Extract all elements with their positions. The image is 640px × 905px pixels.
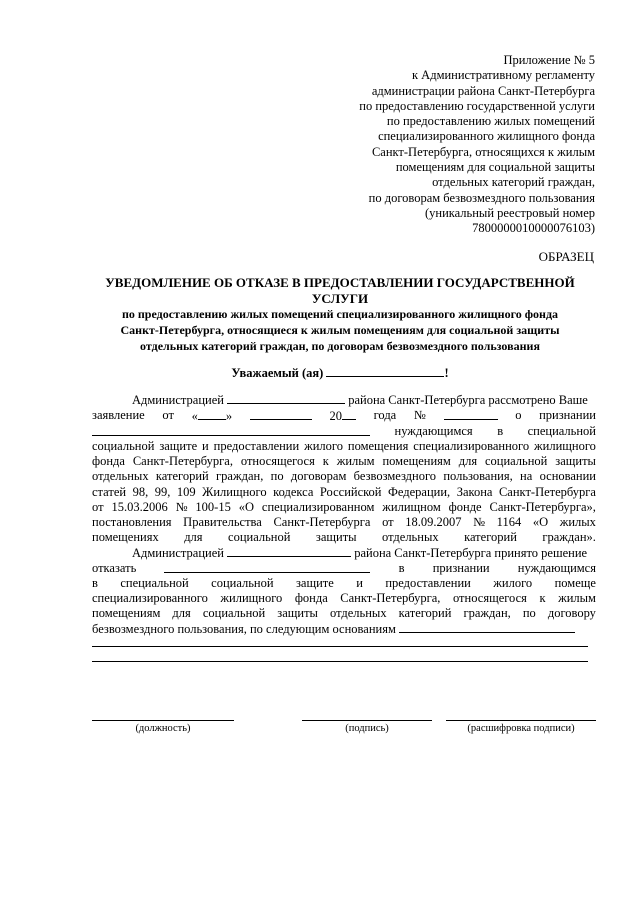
body-line: помещениях для социальной защиты отдельных категорий граждан». (92, 529, 596, 544)
appendix-line: к Административному регламенту (411, 68, 595, 83)
appendix-line: администрации района Санкт-Петербурга (371, 83, 595, 98)
decoding-line[interactable] (446, 720, 596, 721)
grounds-line[interactable] (92, 646, 588, 647)
document-title (92, 275, 588, 354)
appendix-header (235, 53, 595, 237)
body-line (92, 408, 596, 424)
notice-body (92, 392, 596, 638)
text-fragment: от (162, 408, 174, 423)
body-line (92, 621, 596, 637)
position-line[interactable] (92, 720, 234, 721)
greeting-prefix: Уважаемый (ая) (231, 366, 324, 380)
body-line: от 15.03.2006 № 100-15 «О специализированном жилищном фонде Санкт-Петербурга», (92, 499, 596, 514)
text-fragment: района Санкт-Петербурга рассмотрено Ваше (348, 393, 588, 407)
text-fragment: социальной (211, 576, 274, 591)
decoding-signature-field (446, 720, 596, 734)
text-fragment: защите (295, 576, 334, 591)
district-blank[interactable] (227, 392, 345, 404)
text-fragment: предоставлении (385, 576, 471, 591)
text-fragment: безвозмездного пользования, по следующим основаниям (92, 622, 396, 637)
body-line (92, 561, 596, 576)
text-fragment: Администрацией (132, 545, 224, 560)
district-blank[interactable] (227, 545, 351, 557)
appendix-line: отдельных категорий граждан, (432, 175, 595, 190)
text-fragment: помеще (554, 576, 596, 591)
appendix-line: по предоставлению жилых помещений (386, 114, 595, 129)
grounds-line[interactable] (92, 661, 588, 662)
application-number-blank[interactable] (444, 408, 498, 420)
decoding-caption: (расшифровка подписи) (467, 723, 575, 734)
signature-field (302, 720, 432, 734)
text-fragment: Администрацией (132, 393, 224, 407)
body-line: постановления Правительства Санкт-Петербурга от 18.09.2007 № 1164 «О жилых (92, 514, 596, 529)
refused-applicant-blank[interactable] (164, 561, 370, 573)
body-line: фонда Санкт-Петербурга, относящегося к жилым помещениям для социальной защиты (92, 454, 596, 469)
appendix-line: (уникальный реестровый номер (424, 205, 595, 220)
text-fragment: в (92, 576, 98, 591)
text-fragment: нуждающимся (517, 561, 596, 576)
body-line (92, 576, 596, 591)
text-fragment: признании (432, 561, 490, 576)
applicant-name-blank[interactable] (92, 424, 370, 436)
text-fragment: нуждающимся (394, 424, 473, 439)
text-fragment: района Санкт-Петербурга принято решение (354, 545, 588, 560)
month-blank[interactable] (250, 408, 312, 420)
body-line: отдельных категорий граждан, по договорам безвозмездного пользования, на основании (92, 469, 596, 484)
position-caption: (должность) (135, 723, 191, 734)
text-fragment: года (373, 408, 397, 423)
text-fragment: в (497, 424, 504, 439)
appendix-line: по предоставлению государственной услуги (359, 98, 595, 113)
date-year: 20 (329, 408, 356, 424)
text-fragment: жилого (493, 576, 533, 591)
appendix-line: специализированного жилищного фонда (378, 129, 595, 144)
text-fragment: и (356, 576, 363, 591)
year-blank[interactable] (342, 408, 356, 420)
body-line: социальной защите и предоставлении жилого помещения специализированного жилищного (92, 439, 596, 454)
title-line-2: УСЛУГИ (311, 290, 369, 306)
recipient-name-blank[interactable] (326, 365, 444, 377)
greeting-suffix: ! (444, 366, 449, 380)
title-line-1: УВЕДОМЛЕНИЕ ОБ ОТКАЗЕ В ПРЕДОСТАВЛЕНИИ ГОСУДАРСТВЕННОЙ (105, 275, 575, 290)
signature-caption: (подпись) (345, 723, 389, 734)
subtitle-line-2: Санкт-Петербурга, относящиеся к жилым помещениям для социальной защиты (120, 323, 560, 337)
text-fragment: о (515, 408, 522, 423)
appendix-line: по договорам безвозмездного пользования (368, 190, 595, 205)
text-fragment: отказать (92, 561, 137, 576)
signature-line[interactable] (302, 720, 432, 721)
text-fragment: № (413, 408, 426, 423)
text-fragment: заявление (92, 408, 145, 423)
day-blank[interactable] (198, 408, 226, 420)
subtitle-line-1: по предоставлению жилых помещений специализированного жилищного фонда (121, 307, 559, 321)
body-line: статей 98, 99, 109 Жилищного кодекса Российской Федерации, Закона Санкт-Петербурга (92, 484, 596, 499)
body-line (92, 545, 596, 561)
text-fragment: признании (539, 408, 596, 423)
body-line (92, 424, 596, 439)
sample-label: ОБРАЗЕЦ (538, 249, 594, 264)
grounds-blank[interactable] (399, 621, 575, 633)
appendix-line: Санкт-Петербурга, относящихся к жилым (371, 144, 595, 159)
subtitle-line-3: отдельных категорий граждан, по договорам безвозмездного пользования (140, 339, 540, 353)
body-line: специализированного жилищного фонда Санкт-Петербурга, относящегося к жилым (92, 591, 596, 606)
date-day: « » (191, 409, 233, 424)
text-fragment: специальной (527, 424, 596, 439)
body-line: помещениям для социальной защиты отдельных категорий граждан, по договору (92, 606, 596, 621)
appendix-line: Приложение № 5 (503, 53, 595, 67)
body-line (92, 392, 596, 408)
text-fragment: специальной (120, 576, 189, 591)
appendix-line: помещениям для социальной защиты (395, 160, 595, 175)
position-signature-field (92, 720, 234, 734)
greeting (92, 365, 588, 381)
text-fragment: в (398, 561, 405, 576)
appendix-line: 7800000010000076103) (472, 221, 595, 236)
